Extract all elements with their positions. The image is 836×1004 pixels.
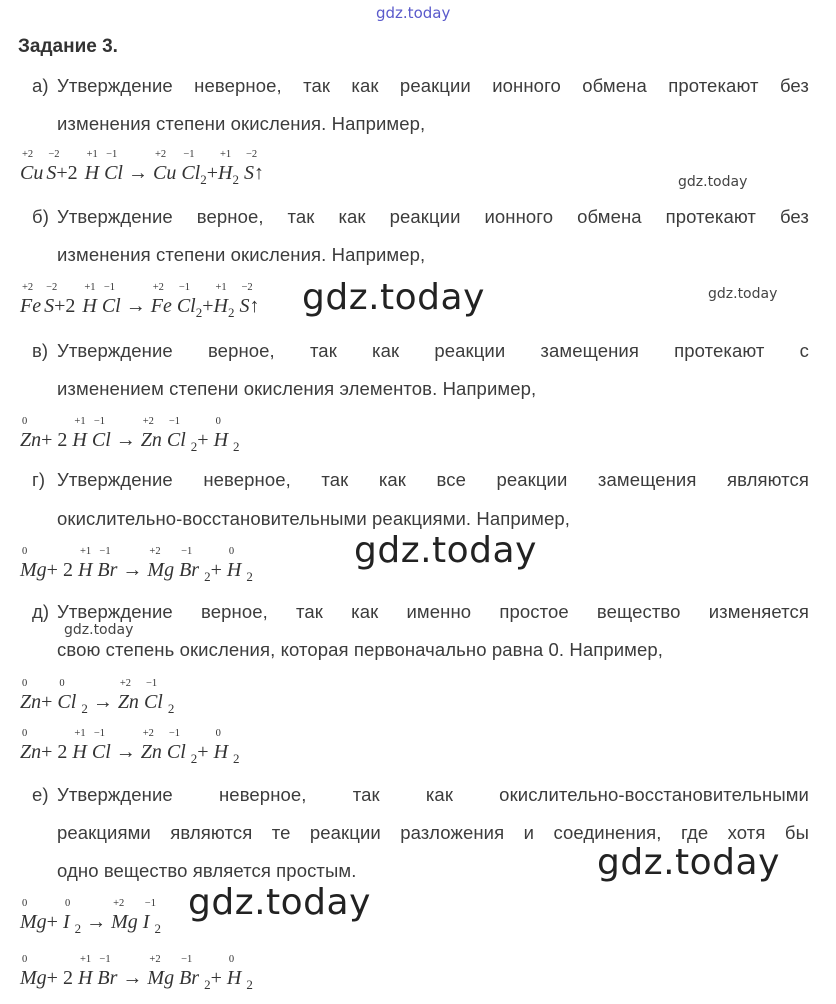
watermark-large: gdz.today bbox=[302, 277, 485, 318]
subscript: 2 bbox=[246, 569, 253, 584]
subscript: 2 bbox=[74, 921, 82, 936]
ox-state: +1 bbox=[74, 416, 86, 427]
reaction-arrow: → bbox=[122, 559, 143, 581]
formula-part: Cl bbox=[91, 741, 111, 763]
ox-state: −1 bbox=[144, 898, 156, 909]
task-title: Задание 3. bbox=[18, 36, 118, 57]
ox-state: +1 bbox=[79, 546, 92, 557]
coefficient: 2 bbox=[57, 741, 68, 763]
formula-part: Cu bbox=[20, 162, 44, 184]
formula-part: H bbox=[213, 295, 228, 317]
formula-part: Zn bbox=[20, 741, 42, 763]
formula-part: I bbox=[142, 911, 150, 933]
formula-part: H bbox=[72, 429, 87, 451]
item-d-line2: свою степень окисления, которая первоначально равна 0. Например, bbox=[57, 639, 664, 660]
reaction-arrow: → bbox=[86, 911, 107, 933]
equation-3 bbox=[20, 416, 240, 454]
formula-part: S bbox=[243, 162, 254, 184]
formula-part: Cl bbox=[181, 162, 201, 184]
item-g-line1: Утверждение неверное, так как все реакции замещения являются bbox=[57, 469, 809, 490]
item-v-marker: в) bbox=[32, 340, 49, 361]
ox-state: −1 bbox=[99, 546, 111, 557]
plus-sign: + bbox=[197, 429, 209, 451]
subscript: 2 bbox=[232, 172, 239, 187]
ox-state: −1 bbox=[93, 416, 106, 427]
ox-state: +1 bbox=[79, 954, 92, 965]
formula-part: H bbox=[218, 162, 233, 184]
formula-part: Cl bbox=[104, 162, 123, 184]
ox-state: +1 bbox=[220, 149, 232, 160]
ox-state: −2 bbox=[245, 149, 258, 160]
formula-part: S bbox=[46, 162, 57, 184]
subscript: 2 bbox=[200, 172, 207, 187]
plus-sign: + bbox=[41, 429, 53, 451]
plus-sign: + bbox=[46, 559, 58, 581]
formula-part: Fe bbox=[20, 295, 42, 317]
item-v-line1: Утверждение верное, так как реакции замещения протекают с bbox=[57, 340, 809, 361]
coefficient: 2 bbox=[62, 967, 73, 989]
header-watermark: gdz.today bbox=[376, 4, 451, 22]
formula-part: I bbox=[62, 911, 70, 933]
formula-part: Cl bbox=[166, 741, 186, 763]
formula-part: H bbox=[84, 162, 100, 184]
ox-state: 0 bbox=[228, 954, 235, 965]
subscript: 2 bbox=[204, 977, 211, 992]
equation-7 bbox=[20, 898, 161, 936]
ox-state: +2 bbox=[154, 149, 167, 160]
ox-state: +2 bbox=[149, 546, 161, 557]
formula-part: Mg bbox=[147, 559, 175, 581]
ox-state: 0 bbox=[22, 954, 28, 965]
formula-part: Cl bbox=[143, 691, 163, 713]
item-b-line1: Утверждение верное, так как реакции ионного обмена протекают без bbox=[57, 206, 809, 227]
item-e-line2: реакциями являются те реакции разложения и соединения, где хотя бы bbox=[57, 822, 809, 843]
coefficient: 2 bbox=[57, 429, 68, 451]
ox-state: +1 bbox=[86, 149, 98, 160]
equation-5 bbox=[20, 678, 175, 716]
ox-state: −1 bbox=[103, 282, 115, 293]
formula-part: H bbox=[82, 295, 97, 317]
formula-part: H bbox=[213, 429, 229, 451]
ox-state: −1 bbox=[145, 678, 158, 689]
watermark-large: gdz.today bbox=[188, 882, 371, 923]
formula-part: Mg bbox=[20, 911, 47, 933]
formula-part: H bbox=[77, 967, 93, 989]
formula-part: Mg bbox=[147, 967, 175, 989]
watermark-large: gdz.today bbox=[597, 842, 780, 883]
plus-sign: + bbox=[210, 559, 222, 581]
reaction-arrow: → bbox=[125, 295, 146, 317]
subscript: 2 bbox=[81, 701, 88, 716]
ox-state: 0 bbox=[228, 546, 235, 557]
ox-state: −1 bbox=[183, 149, 195, 160]
formula-part: S bbox=[239, 295, 250, 317]
item-g-line2: окислительно-восстановительными реакциями. Например, bbox=[57, 508, 571, 529]
reaction-arrow: → bbox=[127, 162, 148, 184]
plus-sign: + bbox=[206, 162, 219, 184]
plus-sign: + bbox=[210, 967, 222, 989]
ox-state: +1 bbox=[74, 728, 86, 739]
ox-state: +2 bbox=[149, 954, 161, 965]
plus-sign: + bbox=[46, 967, 58, 989]
subscript: 2 bbox=[246, 977, 253, 992]
formula-part: H bbox=[213, 741, 229, 763]
plus-sign: + bbox=[41, 691, 53, 713]
subscript: 2 bbox=[167, 701, 175, 716]
item-e-line1: Утверждение неверное, так как окислительно-восстановительными bbox=[57, 784, 809, 805]
formula-part: Zn bbox=[20, 429, 42, 451]
formula-part: Zn bbox=[140, 429, 162, 451]
formula-part: Cl bbox=[176, 295, 196, 317]
ox-state: 0 bbox=[22, 416, 28, 427]
subscript: 2 bbox=[154, 921, 161, 936]
ox-state: −2 bbox=[48, 149, 60, 160]
plus-sign: + bbox=[54, 295, 66, 317]
ox-state: −1 bbox=[181, 954, 193, 965]
item-v-line2: изменением степени окисления элементов. Например, bbox=[57, 378, 537, 399]
formula-part: Zn bbox=[20, 691, 42, 713]
formula-part: Cl bbox=[57, 691, 77, 713]
ox-state: +2 bbox=[142, 416, 154, 427]
ox-state: +1 bbox=[215, 282, 227, 293]
ox-state: +1 bbox=[84, 282, 96, 293]
subscript: 2 bbox=[227, 305, 235, 320]
ox-state: −1 bbox=[99, 954, 111, 965]
subscript: 2 bbox=[190, 439, 198, 454]
watermark-large: gdz.today bbox=[354, 530, 537, 571]
coefficient: 2 bbox=[67, 162, 78, 184]
formula-part: Br bbox=[179, 559, 200, 581]
formula-part: Mg bbox=[20, 559, 47, 581]
item-a-line1: Утверждение неверное, так как реакции ионного обмена протекают без bbox=[57, 75, 809, 96]
ox-state: 0 bbox=[215, 728, 221, 739]
ox-state: +2 bbox=[142, 728, 154, 739]
ox-state: −1 bbox=[106, 149, 118, 160]
plus-sign: + bbox=[56, 162, 68, 184]
plus-sign: + bbox=[202, 295, 214, 317]
formula-part: H bbox=[77, 559, 93, 581]
formula-part: Mg bbox=[111, 911, 138, 933]
subscript: 2 bbox=[190, 751, 198, 766]
ox-state: −1 bbox=[168, 416, 181, 427]
formula-part: Br bbox=[179, 967, 200, 989]
item-b-marker: б) bbox=[32, 206, 49, 227]
formula-part: Mg bbox=[20, 967, 47, 989]
plus-sign: + bbox=[46, 911, 58, 933]
ox-state: 0 bbox=[64, 898, 71, 909]
ox-state: +2 bbox=[119, 678, 131, 689]
item-e-marker: е) bbox=[32, 784, 49, 805]
subscript: 2 bbox=[233, 751, 240, 766]
formula-part: Cl bbox=[101, 295, 121, 317]
subscript: 2 bbox=[233, 439, 240, 454]
coefficient: 2 bbox=[65, 295, 76, 317]
item-d-marker: д) bbox=[32, 601, 50, 622]
equation-4 bbox=[20, 546, 253, 584]
subscript: 2 bbox=[195, 305, 203, 320]
ox-state: 0 bbox=[22, 728, 28, 739]
ox-state: −2 bbox=[241, 282, 253, 293]
ox-state: 0 bbox=[22, 898, 28, 909]
formula-part: Zn bbox=[140, 741, 162, 763]
item-e-line3: одно вещество является простым. bbox=[57, 860, 357, 881]
ox-state: +2 bbox=[152, 282, 164, 293]
formula-part: Fe bbox=[150, 295, 172, 317]
reaction-arrow: → bbox=[115, 429, 136, 451]
plus-sign: + bbox=[41, 741, 53, 763]
subscript: 2 bbox=[204, 569, 211, 584]
gas-arrow: ↑ bbox=[253, 162, 264, 184]
equation-6 bbox=[20, 728, 240, 766]
ox-state: −1 bbox=[181, 546, 193, 557]
ox-state: −1 bbox=[168, 728, 181, 739]
equation-1 bbox=[20, 149, 264, 187]
reaction-arrow: → bbox=[122, 967, 143, 989]
watermark-small: gdz.today bbox=[708, 286, 778, 302]
formula-part: H bbox=[72, 741, 87, 763]
ox-state: 0 bbox=[22, 546, 28, 557]
ox-state: 0 bbox=[59, 678, 65, 689]
ox-state: 0 bbox=[215, 416, 221, 427]
ox-state: +2 bbox=[22, 149, 34, 160]
ox-state: −1 bbox=[178, 282, 190, 293]
ox-state: +2 bbox=[22, 282, 34, 293]
formula-part: S bbox=[44, 295, 55, 317]
ox-state: −2 bbox=[46, 282, 58, 293]
gas-arrow: ↑ bbox=[249, 295, 260, 317]
item-d-line1: Утверждение верное, так как именно простое вещество изменяется bbox=[57, 601, 809, 622]
formula-part: Cl bbox=[166, 429, 186, 451]
ox-state: 0 bbox=[22, 678, 28, 689]
item-b-line2: изменения степени окисления. Например, bbox=[57, 244, 426, 265]
plus-sign: + bbox=[197, 741, 209, 763]
item-a-marker: а) bbox=[32, 75, 49, 96]
formula-part: Br bbox=[97, 559, 118, 581]
reaction-arrow: → bbox=[92, 691, 113, 713]
formula-part: H bbox=[226, 967, 242, 989]
coefficient: 2 bbox=[62, 559, 73, 581]
formula-part: H bbox=[226, 559, 242, 581]
formula-part: Cl bbox=[91, 429, 111, 451]
formula-part: Cu bbox=[152, 162, 177, 184]
equation-2 bbox=[20, 282, 260, 320]
formula-part: Br bbox=[97, 967, 118, 989]
ox-state: −1 bbox=[93, 728, 106, 739]
ox-state: +2 bbox=[113, 898, 125, 909]
item-g-marker: г) bbox=[32, 469, 46, 490]
watermark-small: gdz.today bbox=[64, 622, 134, 638]
equation-8 bbox=[20, 954, 253, 992]
formula-part: Zn bbox=[117, 691, 139, 713]
reaction-arrow: → bbox=[115, 741, 136, 763]
watermark-small: gdz.today bbox=[678, 174, 748, 190]
item-a-line2: изменения степени окисления. Например, bbox=[57, 113, 426, 134]
